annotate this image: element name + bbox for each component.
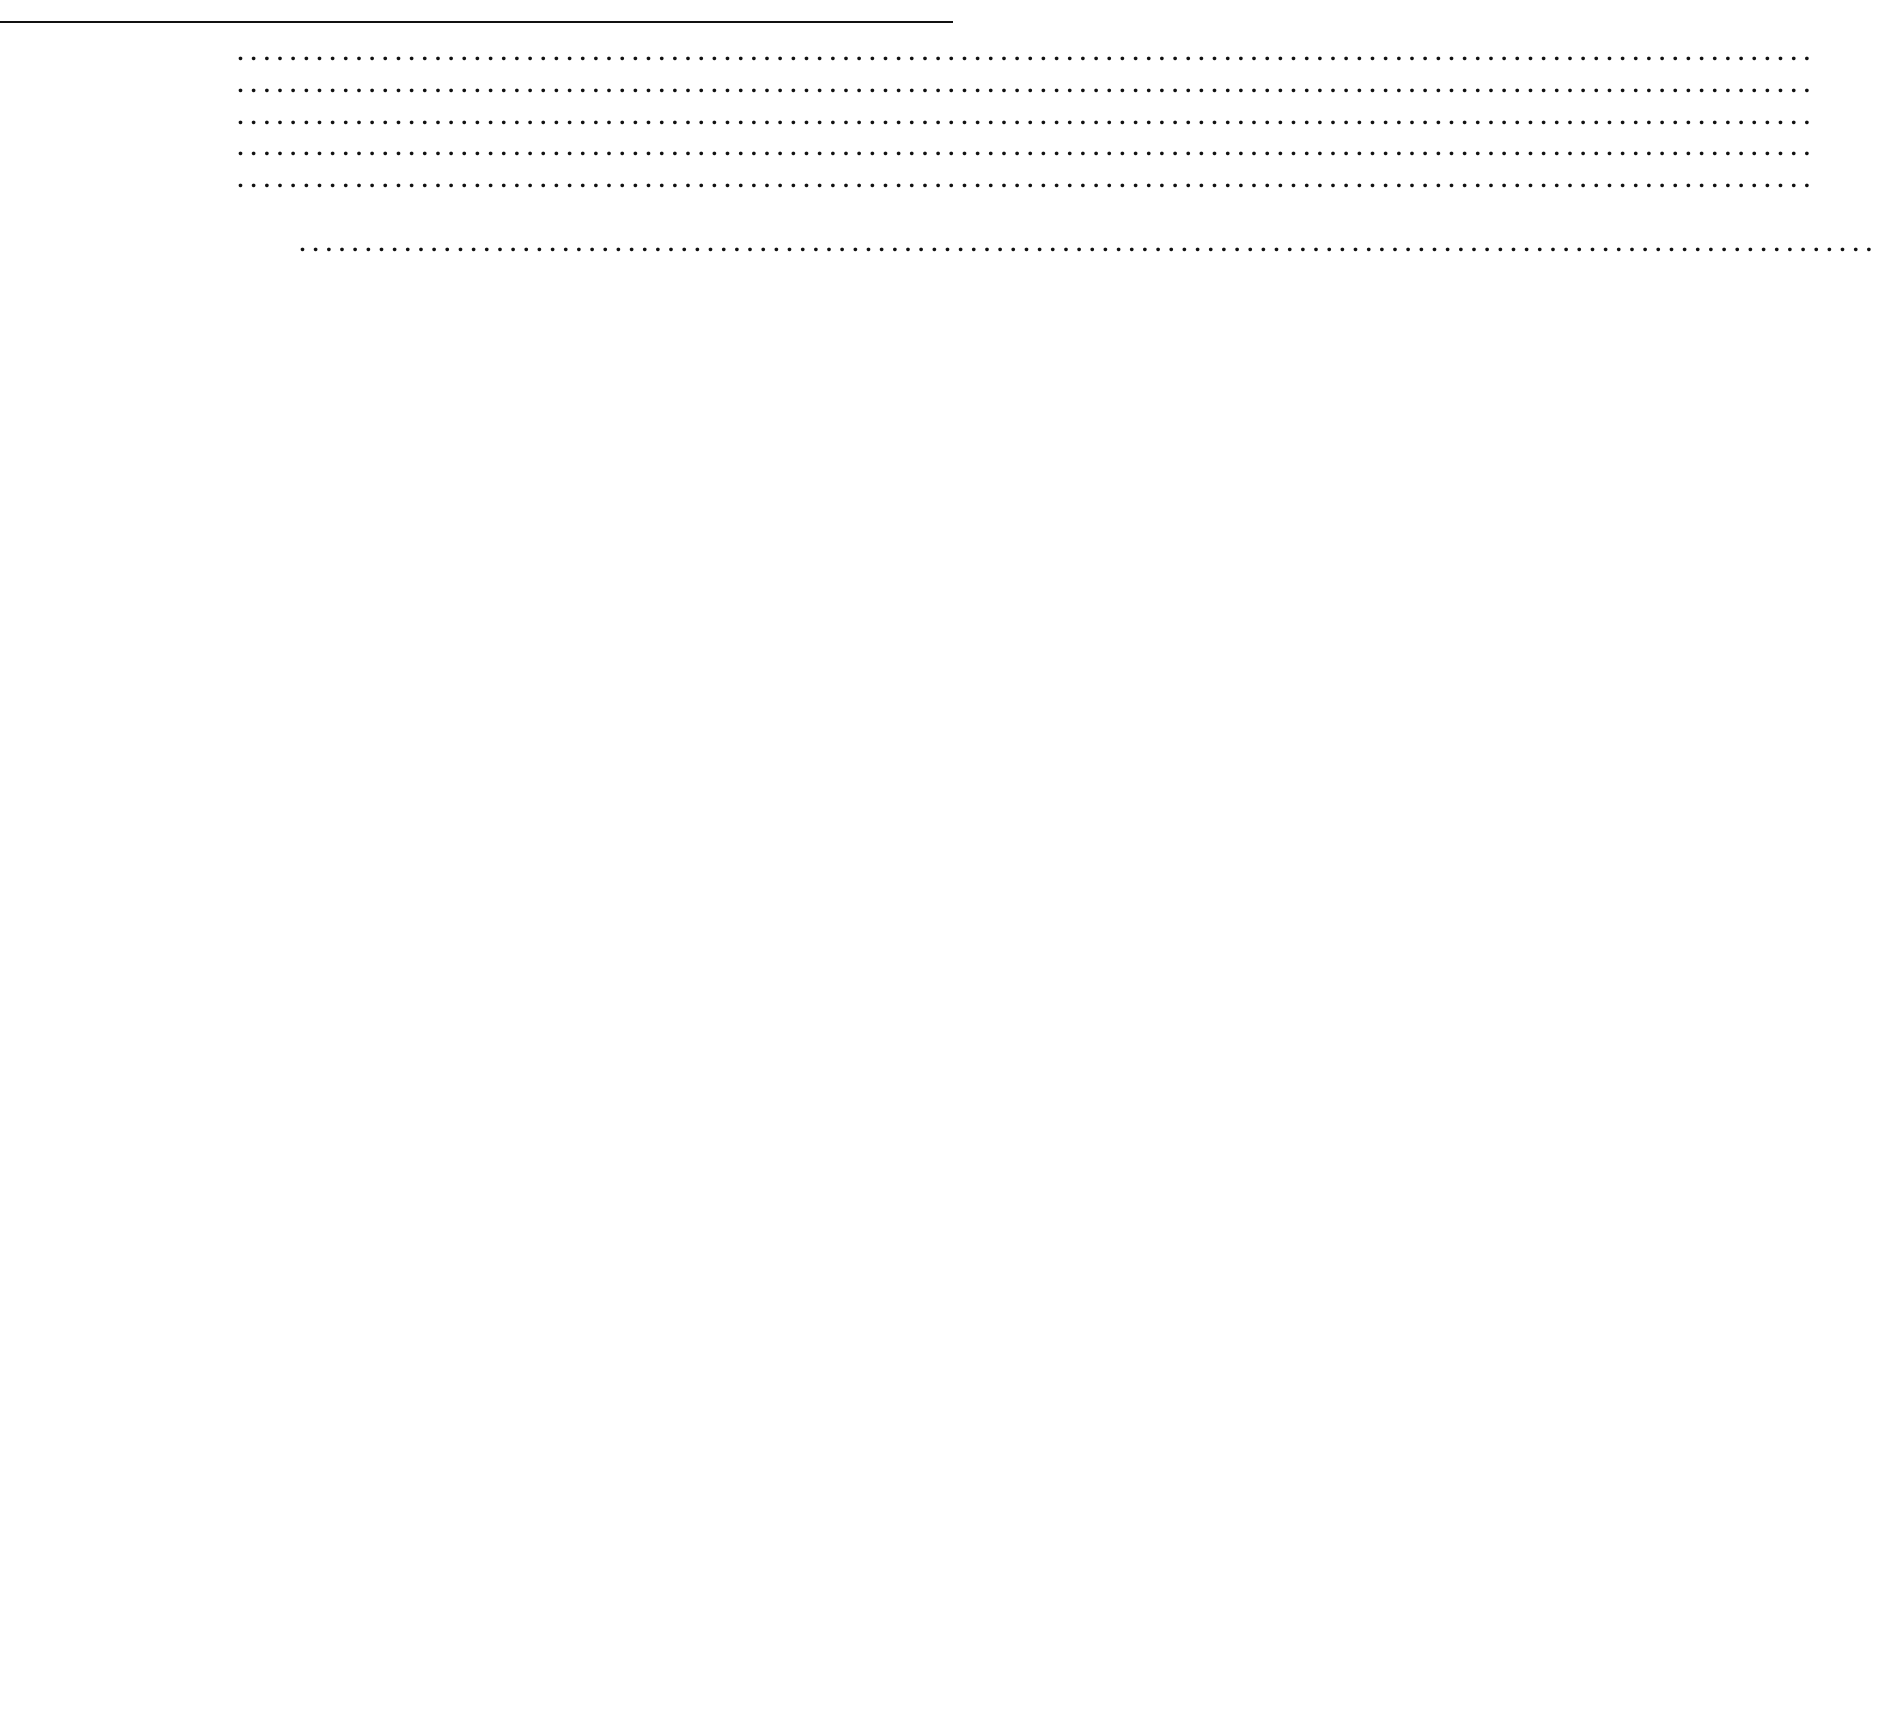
toc-row[interactable]: [0, 68, 1817, 102]
dot-leader: ........................................................................................................................: [237, 136, 1817, 160]
toc-entry[interactable]: [231, 100, 1817, 134]
running-header: [0, 0, 953, 23]
dot-leader: ........................................................................................................................: [237, 105, 1817, 129]
dot-leader: ........................................................................................................................: [299, 232, 1879, 256]
toc-row[interactable]: [0, 131, 1817, 165]
toc-row[interactable]: [0, 163, 1817, 197]
toc-entry[interactable]: [231, 163, 1817, 197]
toc-entry[interactable]: [293, 227, 1879, 261]
toc-row[interactable]: [0, 227, 1879, 261]
toc-row[interactable]: [0, 100, 1817, 134]
toc-entry[interactable]: [231, 36, 1817, 70]
toc-entry[interactable]: [231, 131, 1817, 165]
toc-row[interactable]: [0, 195, 953, 229]
toc-entry[interactable]: [231, 68, 1817, 102]
dot-leader: ........................................................................................................................: [237, 73, 1817, 97]
toc-row[interactable]: [0, 36, 1817, 70]
dot-leader: ........................................................................................................................: [237, 41, 1817, 65]
dot-leader: ........................................................................................................................: [237, 168, 1817, 192]
